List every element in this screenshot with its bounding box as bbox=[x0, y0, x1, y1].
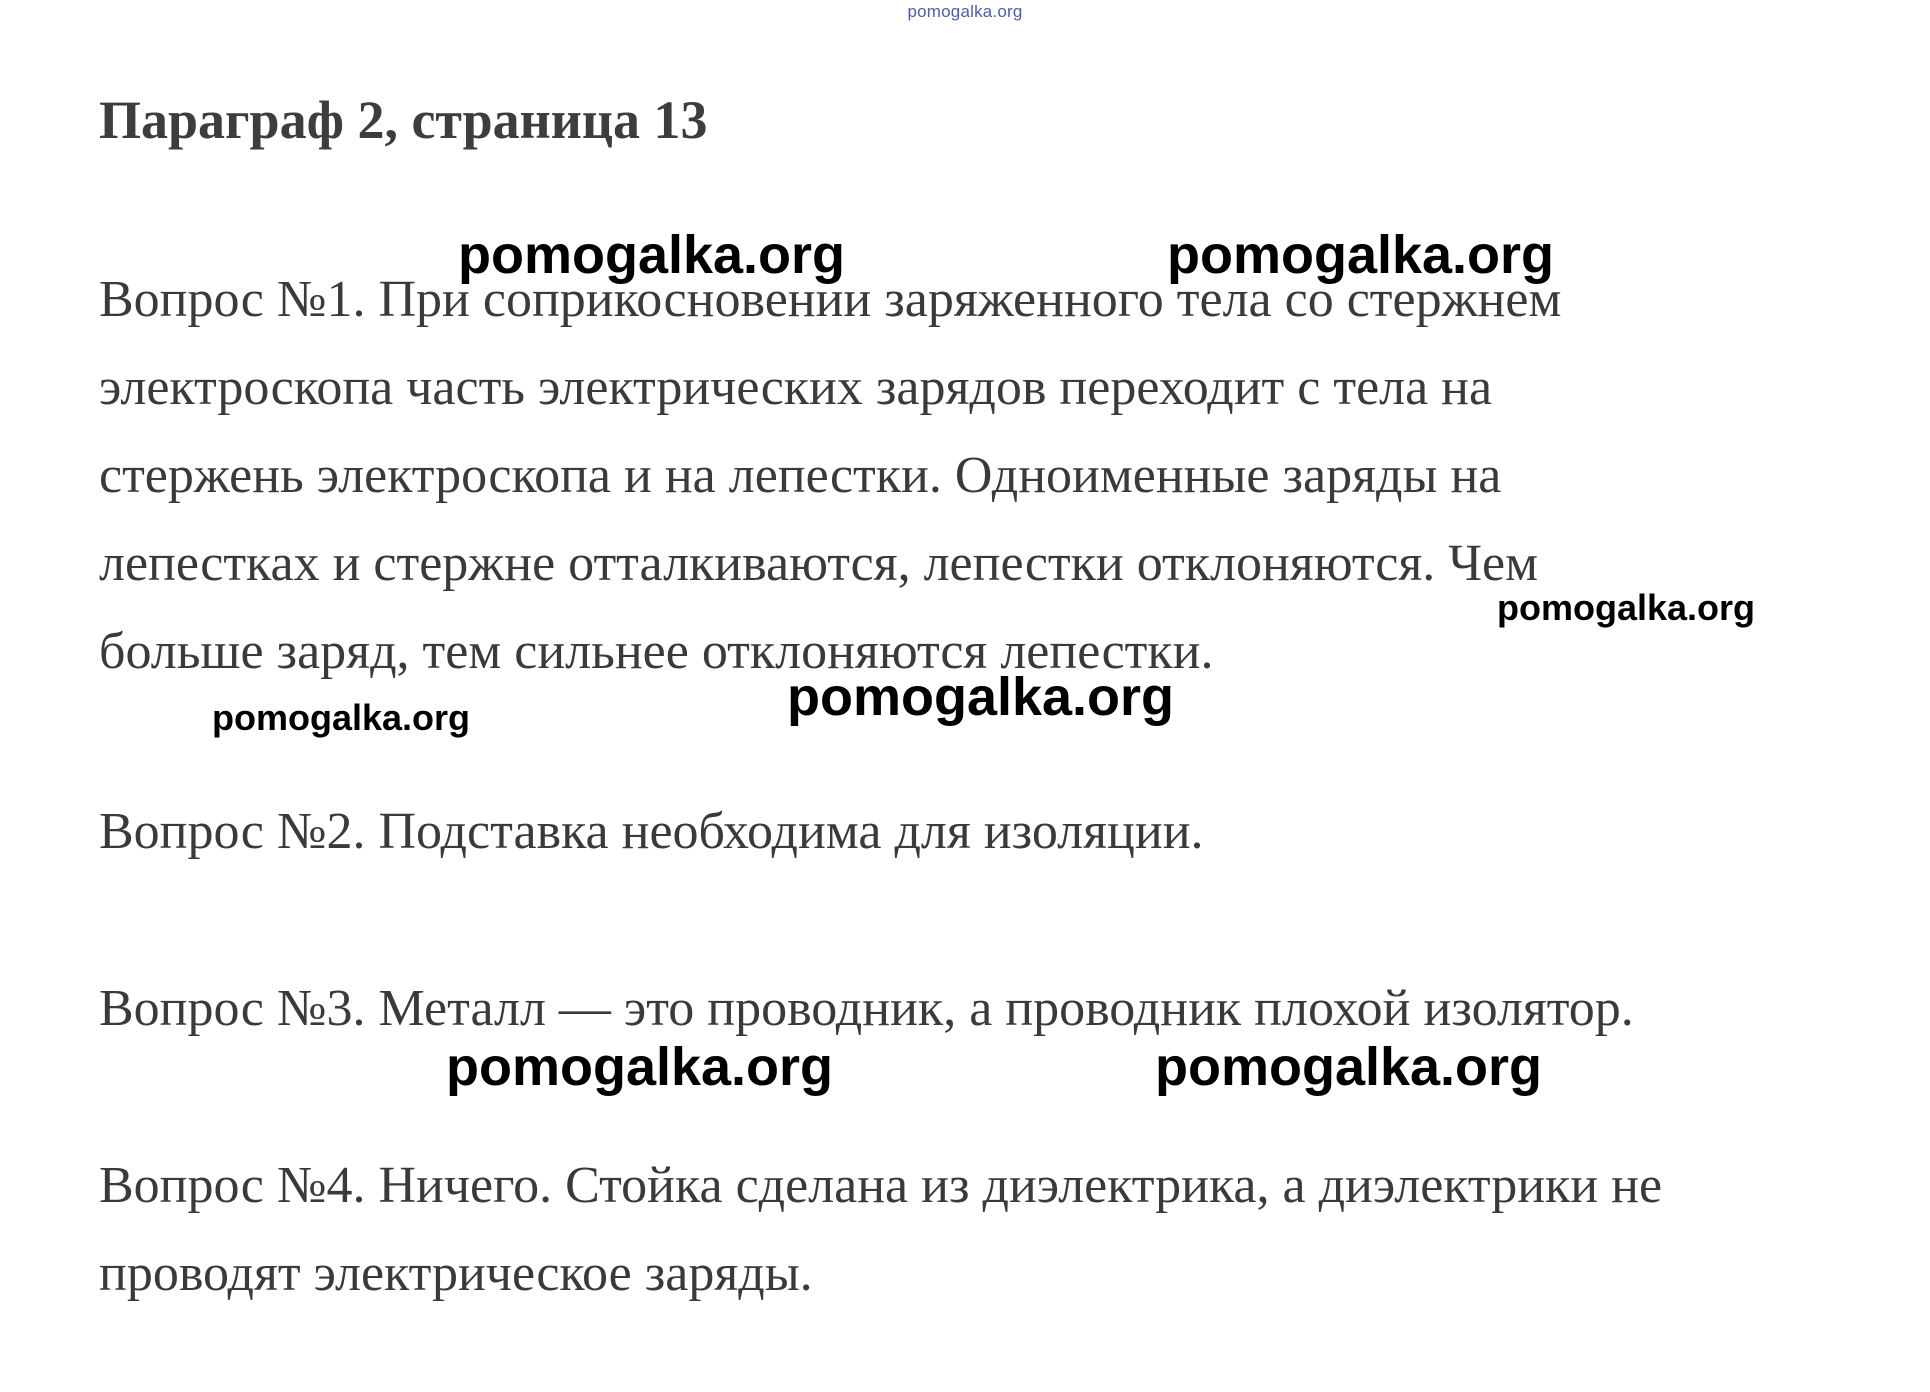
watermark: pomogalka.org bbox=[212, 697, 471, 738]
watermark: pomogalka.org bbox=[1155, 1037, 1543, 1097]
answer-1-line: стержень электроскопа и на лепестки. Одноименные заряды на bbox=[99, 447, 1502, 504]
answer-1-line: больше заряд, тем сильнее отклоняются лепестки. bbox=[99, 623, 1214, 680]
page-title: Параграф 2, страница 13 bbox=[99, 90, 708, 150]
watermark: pomogalka.org bbox=[446, 1037, 834, 1097]
answer-1-line: Вопрос №1. При соприкосновении заряженного тела со стержнем bbox=[99, 271, 1562, 328]
top-site-watermark: pomogalka.org bbox=[907, 2, 1023, 21]
watermark: pomogalka.org bbox=[787, 667, 1175, 727]
answer-4-line: проводят электрическое заряды. bbox=[99, 1245, 813, 1302]
answer-3-line: Вопрос №3. Металл — это проводник, а проводник плохой изолятор. bbox=[99, 980, 1634, 1037]
answer-4 bbox=[99, 1142, 1879, 1318]
answer-1-line: лепестках и стержне отталкиваются, лепестки отклоняются. Чем bbox=[99, 535, 1539, 592]
answer-1 bbox=[99, 256, 1879, 696]
watermark: pomogalka.org bbox=[458, 225, 846, 285]
watermark: pomogalka.org bbox=[1167, 225, 1555, 285]
answer-2-line: Вопрос №2. Подставка необходима для изоляции. bbox=[99, 803, 1204, 860]
answer-1-line: электроскопа часть электрических зарядов переходит с тела на bbox=[99, 359, 1493, 416]
answer-3 bbox=[99, 965, 1879, 1053]
answer-2 bbox=[99, 788, 1879, 876]
watermark: pomogalka.org bbox=[1497, 587, 1756, 628]
answer-4-line: Вопрос №4. Ничего. Стойка сделана из диэлектрика, а диэлектрики не bbox=[99, 1157, 1663, 1214]
